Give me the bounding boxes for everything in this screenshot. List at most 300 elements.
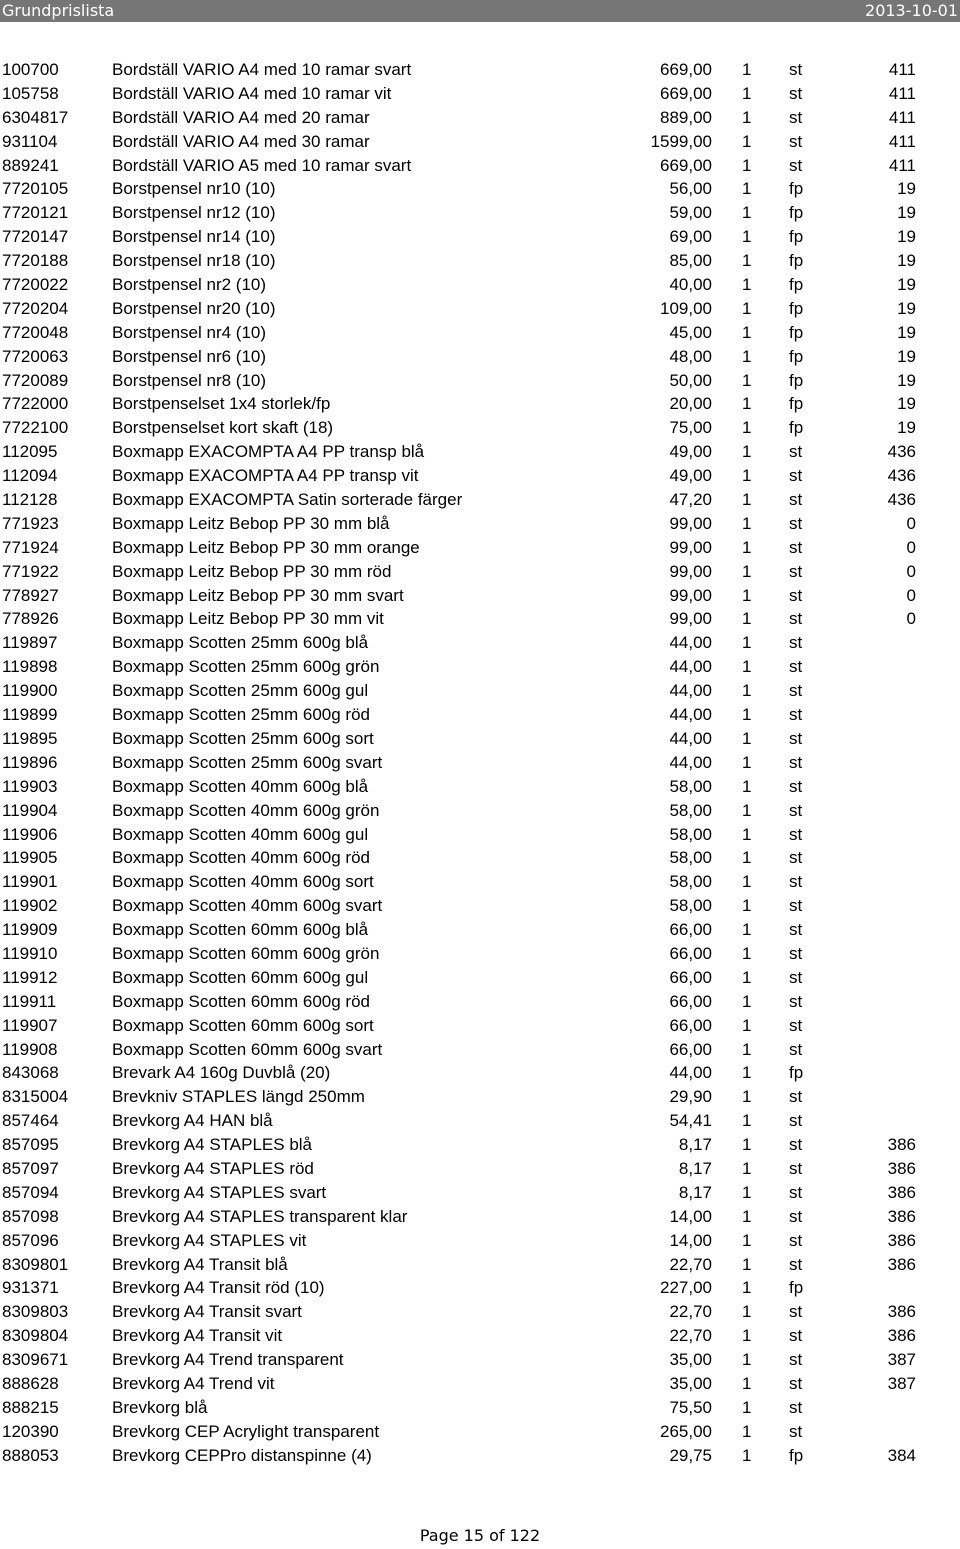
table-row [0,273,960,297]
product-description: Borstpensel nr12 (10) [112,203,276,223]
quantity: 1 [742,1302,752,1322]
catalog-page: 411 [888,155,916,175]
product-description: Borstpensel nr2 (10) [112,275,267,295]
product-description: Brevark A4 160g Duvblå (20) [112,1063,331,1083]
unit: st [789,513,803,533]
unit-price: 44,00 [669,752,712,772]
unit-price: 69,00 [669,227,712,247]
unit-price: 66,00 [669,1039,712,1059]
product-description: Boxmapp Scotten 60mm 600g grön [112,943,380,963]
product-description: Boxmapp EXACOMPTA Satin sorterade färger [112,490,463,510]
quantity: 1 [742,681,752,701]
unit: fp [789,203,804,223]
unit: st [789,991,803,1011]
table-row [0,607,960,631]
product-description: Borstpensel nr8 (10) [112,370,267,390]
catalog-page: 386 [887,1158,916,1178]
article-number: 8309801 [2,1254,69,1274]
unit: st [789,585,803,605]
table-row [0,106,960,130]
quantity: 1 [742,585,752,605]
quantity: 1 [742,1063,752,1083]
quantity: 1 [742,203,752,223]
document-title: Grundprislista [2,1,115,20]
table-row [0,297,960,321]
article-number: 857464 [2,1111,59,1131]
unit: st [789,657,803,677]
table-row [0,1396,960,1420]
article-number: 888215 [2,1397,59,1417]
product-description: Bordställ VARIO A4 med 20 ramar [112,107,370,127]
unit-price: 66,00 [669,920,712,940]
product-description: Brevkniv STAPLES längd 250mm [112,1087,365,1107]
unit: fp [789,179,804,199]
product-description: Borstpensel nr10 (10) [112,179,276,199]
table-row [0,1348,960,1372]
catalog-page: 0 [906,609,916,629]
product-description: Bordställ VARIO A4 med 10 ramar vit [112,83,392,103]
quantity: 1 [742,227,752,247]
quantity: 1 [742,1111,752,1131]
product-description: Boxmapp Leitz Bebop PP 30 mm blå [112,513,390,533]
quantity: 1 [742,776,752,796]
unit-price: 58,00 [669,776,712,796]
unit-price: 44,00 [669,1063,712,1083]
unit: st [789,60,803,79]
table-row [0,1229,960,1253]
quantity: 1 [742,1373,752,1393]
unit: st [789,1302,803,1322]
product-description: Boxmapp Scotten 40mm 600g grön [112,800,380,820]
unit-price: 54,41 [669,1111,712,1131]
product-description: Boxmapp Scotten 40mm 600g röd [112,848,370,868]
unit-price: 45,00 [669,322,712,342]
unit: st [789,1206,803,1226]
unit: st [789,943,803,963]
catalog-page: 19 [897,203,916,223]
quantity: 1 [742,1087,752,1107]
table-row [0,154,960,178]
table-row [0,416,960,440]
unit: st [789,848,803,868]
article-number: 119906 [2,824,58,844]
unit-price: 1599,00 [650,131,712,151]
quantity: 1 [742,561,752,581]
unit-price: 20,00 [669,394,712,414]
quantity: 1 [742,107,752,127]
table-row [0,1205,960,1229]
unit: st [789,800,803,820]
article-number: 771923 [2,513,59,533]
quantity: 1 [742,728,752,748]
unit: st [789,83,803,103]
unit: st [789,920,803,940]
catalog-page: 19 [897,227,916,247]
document-date: 2013-10-01 [865,1,958,20]
table-row [0,1181,960,1205]
quantity: 1 [742,1445,752,1465]
product-description: Brevkorg CEP Acrylight transparent [112,1421,380,1441]
product-description: Boxmapp EXACOMPTA A4 PP transp vit [112,466,419,486]
article-number: 7720048 [2,322,69,342]
article-number: 7720022 [2,275,69,295]
catalog-page: 386 [887,1182,916,1202]
unit-price: 22,70 [669,1254,712,1274]
catalog-page: 0 [906,537,916,557]
table-row [0,440,960,464]
quantity: 1 [742,322,752,342]
product-description: Brevkorg A4 Transit röd (10) [112,1278,325,1298]
table-row [0,966,960,990]
quantity: 1 [742,442,752,462]
product-description: Boxmapp Scotten 25mm 600g gul [112,681,369,701]
article-number: 7720204 [2,298,69,318]
article-number: 119904 [2,800,58,820]
catalog-page: 19 [897,370,916,390]
quantity: 1 [742,155,752,175]
unit-price: 22,70 [669,1302,712,1322]
table-row [0,1372,960,1396]
quantity: 1 [742,1039,752,1059]
table-row [0,392,960,416]
unit: st [789,1397,803,1417]
table-row [0,560,960,584]
table-row [0,1157,960,1181]
unit-price: 58,00 [669,872,712,892]
table-row [0,321,960,345]
unit-price: 49,00 [669,442,712,462]
product-description: Brevkorg A4 STAPLES röd [112,1158,314,1178]
unit-price: 66,00 [669,943,712,963]
catalog-page: 386 [887,1135,916,1155]
unit: st [789,155,803,175]
catalog-page: 387 [887,1350,916,1370]
article-number: 8315004 [2,1087,69,1107]
unit-price: 8,17 [678,1135,712,1155]
product-description: Boxmapp EXACOMPTA A4 PP transp blå [112,442,425,462]
catalog-page: 19 [897,322,916,342]
article-number: 119905 [2,848,58,868]
unit: fp [789,298,804,318]
unit: st [789,466,803,486]
unit: st [789,537,803,557]
unit: st [789,728,803,748]
unit-price: 66,00 [669,991,712,1011]
article-number: 857096 [2,1230,59,1250]
catalog-page: 386 [887,1254,916,1274]
quantity: 1 [742,1278,752,1298]
unit-price: 58,00 [669,896,712,916]
quantity: 1 [742,848,752,868]
unit-price: 49,00 [669,466,712,486]
product-description: Borstpensel nr6 (10) [112,346,267,366]
article-number: 931104 [2,131,58,151]
table-row [0,201,960,225]
table-row [0,512,960,536]
article-number: 112095 [2,442,58,462]
article-number: 119899 [2,705,58,725]
quantity: 1 [742,466,752,486]
article-number: 857097 [2,1158,59,1178]
quantity: 1 [742,1397,752,1417]
catalog-page: 19 [897,298,916,318]
unit-price: 8,17 [678,1182,712,1202]
article-number: 778927 [2,585,59,605]
unit: st [789,1087,803,1107]
unit: st [789,1039,803,1059]
unit-price: 35,00 [669,1350,712,1370]
table-row [0,1109,960,1133]
table-row [0,1085,960,1109]
catalog-page: 411 [888,60,916,79]
product-description: Boxmapp Leitz Bebop PP 30 mm röd [112,561,392,581]
article-number: 7720121 [2,203,69,223]
unit: st [789,824,803,844]
catalog-page: 19 [897,394,916,414]
article-number: 120390 [2,1421,59,1441]
article-number: 857094 [2,1182,59,1202]
unit: st [789,896,803,916]
unit-price: 109,00 [660,298,712,318]
table-row [0,727,960,751]
article-number: 119897 [2,633,58,653]
table-row [0,1444,960,1468]
article-number: 119909 [2,920,58,940]
unit: st [789,681,803,701]
table-row [0,1276,960,1300]
article-number: 888053 [2,1445,59,1465]
unit-price: 59,00 [669,203,712,223]
article-number: 6304817 [2,107,69,127]
quantity: 1 [742,298,752,318]
unit-price: 58,00 [669,800,712,820]
unit-price: 35,00 [669,1373,712,1393]
article-number: 778926 [2,609,59,629]
quantity: 1 [742,1182,752,1202]
product-description: Boxmapp Scotten 25mm 600g röd [112,705,370,725]
unit: st [789,490,803,510]
unit-price: 44,00 [669,728,712,748]
article-number: 843068 [2,1063,59,1083]
unit-price: 85,00 [669,251,712,271]
product-description: Borstpensel nr14 (10) [112,227,276,247]
table-row [0,249,960,273]
table-row [0,942,960,966]
catalog-page: 386 [887,1326,916,1346]
unit: st [789,107,803,127]
catalog-page: 19 [897,251,916,271]
unit: st [789,1326,803,1346]
unit-price: 99,00 [669,537,712,557]
catalog-page: 386 [887,1302,916,1322]
table-row [0,130,960,154]
quantity: 1 [742,1206,752,1226]
unit: st [789,1182,803,1202]
quantity: 1 [742,800,752,820]
table-row [0,58,960,82]
quantity: 1 [742,872,752,892]
article-number: 771924 [2,537,59,557]
quantity: 1 [742,251,752,271]
quantity: 1 [742,824,752,844]
product-description: Boxmapp Scotten 60mm 600g svart [112,1039,383,1059]
catalog-page: 436 [887,442,916,462]
table-row [0,1133,960,1157]
article-number: 119911 [2,991,57,1011]
quantity: 1 [742,490,752,510]
catalog-page: 0 [906,585,916,605]
unit: fp [789,1278,804,1298]
price-list [0,58,960,1468]
catalog-page: 384 [887,1445,916,1465]
catalog-page: 411 [888,83,916,103]
article-number: 888628 [2,1373,59,1393]
unit: fp [789,322,804,342]
table-row [0,1014,960,1038]
unit-price: 99,00 [669,513,712,533]
page-header [0,0,960,22]
article-number: 7720105 [2,179,69,199]
quantity: 1 [742,609,752,629]
quantity: 1 [742,920,752,940]
unit-price: 99,00 [669,585,712,605]
article-number: 8309671 [2,1350,69,1370]
unit: fp [789,1063,804,1083]
table-row [0,823,960,847]
article-number: 105758 [2,83,59,103]
quantity: 1 [742,1230,752,1250]
product-description: Boxmapp Scotten 25mm 600g sort [112,728,374,748]
unit-price: 66,00 [669,967,712,987]
catalog-page: 19 [897,179,916,199]
product-description: Brevkorg A4 Trend transparent [112,1350,344,1370]
quantity: 1 [742,752,752,772]
product-description: Boxmapp Scotten 60mm 600g blå [112,920,369,940]
unit: fp [789,227,804,247]
unit-price: 227,00 [660,1278,712,1298]
unit-price: 44,00 [669,657,712,677]
unit: st [789,1111,803,1131]
product-description: Brevkorg blå [112,1397,208,1417]
catalog-page: 0 [906,561,916,581]
article-number: 100700 [2,60,59,79]
quantity: 1 [742,131,752,151]
product-description: Boxmapp Scotten 60mm 600g röd [112,991,370,1011]
product-description: Brevkorg A4 Trend vit [112,1373,275,1393]
article-number: 119912 [2,967,58,987]
quantity: 1 [742,418,752,438]
product-description: Boxmapp Scotten 60mm 600g sort [112,1015,374,1035]
unit-price: 14,00 [669,1230,712,1250]
product-description: Boxmapp Leitz Bebop PP 30 mm orange [112,537,420,557]
quantity: 1 [742,370,752,390]
unit: st [789,1135,803,1155]
article-number: 7720063 [2,346,69,366]
unit: fp [789,251,804,271]
unit-price: 29,75 [669,1445,712,1465]
catalog-page: 411 [888,107,916,127]
table-row [0,655,960,679]
unit: st [789,633,803,653]
product-description: Boxmapp Scotten 40mm 600g blå [112,776,369,796]
article-number: 7720147 [2,227,69,247]
article-number: 857095 [2,1135,59,1155]
product-description: Brevkorg A4 STAPLES transparent klar [112,1206,408,1226]
catalog-page: 19 [897,346,916,366]
table-row [0,799,960,823]
product-description: Bordställ VARIO A5 med 10 ramar svart [112,155,412,175]
quantity: 1 [742,60,752,79]
unit: st [789,1421,803,1441]
product-description: Boxmapp Scotten 25mm 600g blå [112,633,369,653]
unit: st [789,1373,803,1393]
quantity: 1 [742,943,752,963]
unit: fp [789,394,804,414]
product-description: Brevkorg CEPPro distanspinne (4) [112,1445,372,1465]
article-number: 112094 [2,466,58,486]
unit-price: 669,00 [660,60,712,79]
product-description: Bordställ VARIO A4 med 10 ramar svart [112,60,412,79]
table-row [0,464,960,488]
unit: fp [789,1445,804,1465]
table-row [0,918,960,942]
table-row [0,177,960,201]
article-number: 857098 [2,1206,59,1226]
table-row [0,894,960,918]
unit: st [789,1158,803,1178]
table-row [0,990,960,1014]
quantity: 1 [742,1326,752,1346]
quantity: 1 [742,896,752,916]
quantity: 1 [742,394,752,414]
page-number: Page 15 of 122 [419,1526,541,1545]
article-number: 112128 [2,490,58,510]
table-row [0,1420,960,1444]
unit-price: 22,70 [669,1326,712,1346]
table-row [0,536,960,560]
unit: st [789,561,803,581]
article-number: 8309804 [2,1326,69,1346]
catalog-page: 19 [897,275,916,295]
catalog-page: 436 [887,490,916,510]
unit: fp [789,275,804,295]
article-number: 7720089 [2,370,69,390]
product-description: Borstpensel nr20 (10) [112,298,276,318]
product-description: Brevkorg A4 Transit vit [112,1326,283,1346]
unit: st [789,1230,803,1250]
unit: st [789,609,803,629]
catalog-page: 411 [888,131,916,151]
product-description: Borstpensel nr18 (10) [112,251,276,271]
unit: fp [789,370,804,390]
article-number: 119901 [2,872,58,892]
unit-price: 75,00 [669,418,712,438]
article-number: 889241 [2,155,59,175]
unit-price: 265,00 [660,1421,712,1441]
product-description: Bordställ VARIO A4 med 30 ramar [112,131,370,151]
unit-price: 58,00 [669,824,712,844]
table-row [0,225,960,249]
unit: st [789,131,803,151]
product-description: Brevkorg A4 HAN blå [112,1111,273,1131]
product-description: Brevkorg A4 STAPLES svart [112,1182,327,1202]
product-description: Borstpenselset 1x4 storlek/fp [112,394,331,414]
unit: fp [789,346,804,366]
unit: st [789,442,803,462]
quantity: 1 [742,657,752,677]
product-description: Brevkorg A4 STAPLES blå [112,1135,313,1155]
product-description: Boxmapp Scotten 40mm 600g sort [112,872,374,892]
